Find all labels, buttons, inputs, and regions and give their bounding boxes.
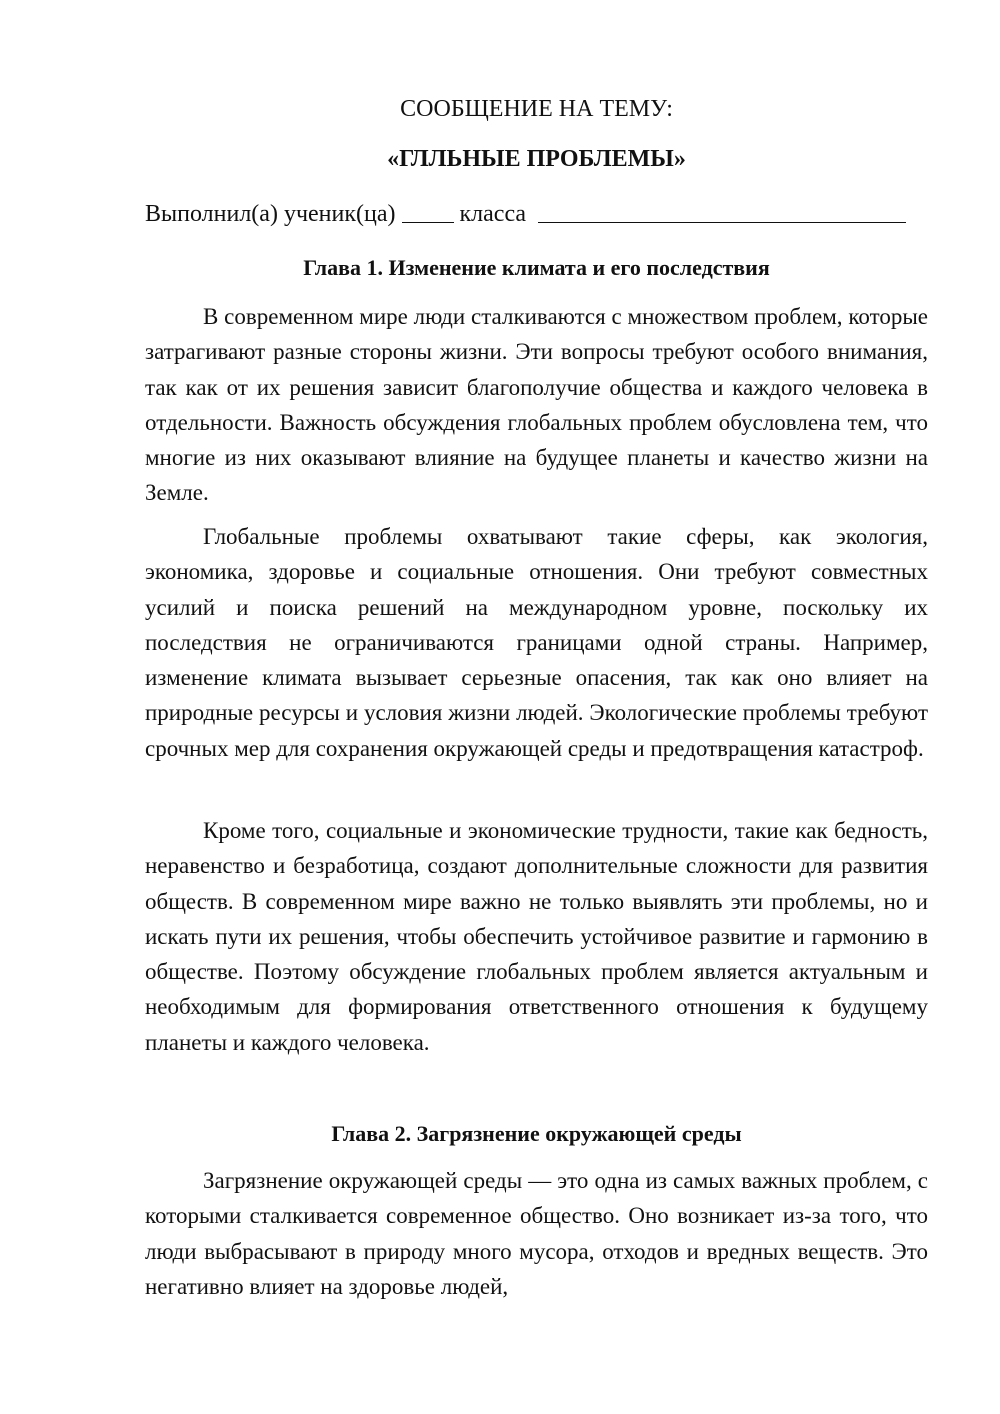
document-title-line-1: СООБЩЕНИЕ НА ТЕМУ: xyxy=(400,96,673,122)
signature-line xyxy=(145,198,928,228)
paragraph: Глобальные проблемы охватывают такие сферы, как экология, экономика, здоровье и социальные отношения. Они требуют совместных усилий и поиска решений на международном уровне, поскольку их последствия не ограничиваются границами одной страны. Например, изменение климата вызывает серьезные опасения, так как оно влияет на природные ресурсы и условия жизни людей. Экологические проблемы требуют срочных мер для сохранения окружающей среды и предотвращения катастроф. xyxy=(145,524,928,761)
grade-blank xyxy=(402,200,454,223)
paragraph: Кроме того, социальные и экономические трудности, такие как бедность, неравенство и безработица, создают дополнительные сложности для развития обществ. В современном мире важно не только выявлять эти проблемы, но и искать пути их решения, чтобы обеспечить устойчивое развитие и гармонию в обществе. Поэтому обсуждение глобальных проблем является актуальным и необходимым для формирования ответственного отношения к будущему планеты и каждого человека. xyxy=(145,818,928,1055)
paragraph: В современном мире люди сталкиваются с множеством проблем, которые затрагивают разные стороны жизни. Эти вопросы требуют особого внимания, так как от их решения зависит благополучие общества и каждого человека в отдельности. Важность обсуждения глобальных проблем обусловлена тем, что многие из них оказывают влияние на будущее планеты и качество жизни на Земле. xyxy=(145,304,928,506)
signature-class-label: класса xyxy=(459,201,527,227)
signature-prefix: Выполнил(а) ученик(ца) xyxy=(145,201,396,227)
paragraph: Загрязнение окружающей среды — это одна из самых важных проблем, с которыми сталкивается современное общество. Оно возникает из-за того, что люди выбрасывают в природу много мусора, отходов и вредных веществ. Это негативно влияет на здоровье людей, xyxy=(145,1168,928,1299)
document-title-line-2: «ГЛЛЬНЫЕ ПРОБЛЕМЫ» xyxy=(387,146,686,172)
chapter-2-heading: Глава 2. Загрязнение окружающей среды xyxy=(331,1121,742,1146)
class-blank xyxy=(538,200,906,223)
chapter-1-heading: Глава 1. Изменение климата и его последствия xyxy=(303,255,770,280)
